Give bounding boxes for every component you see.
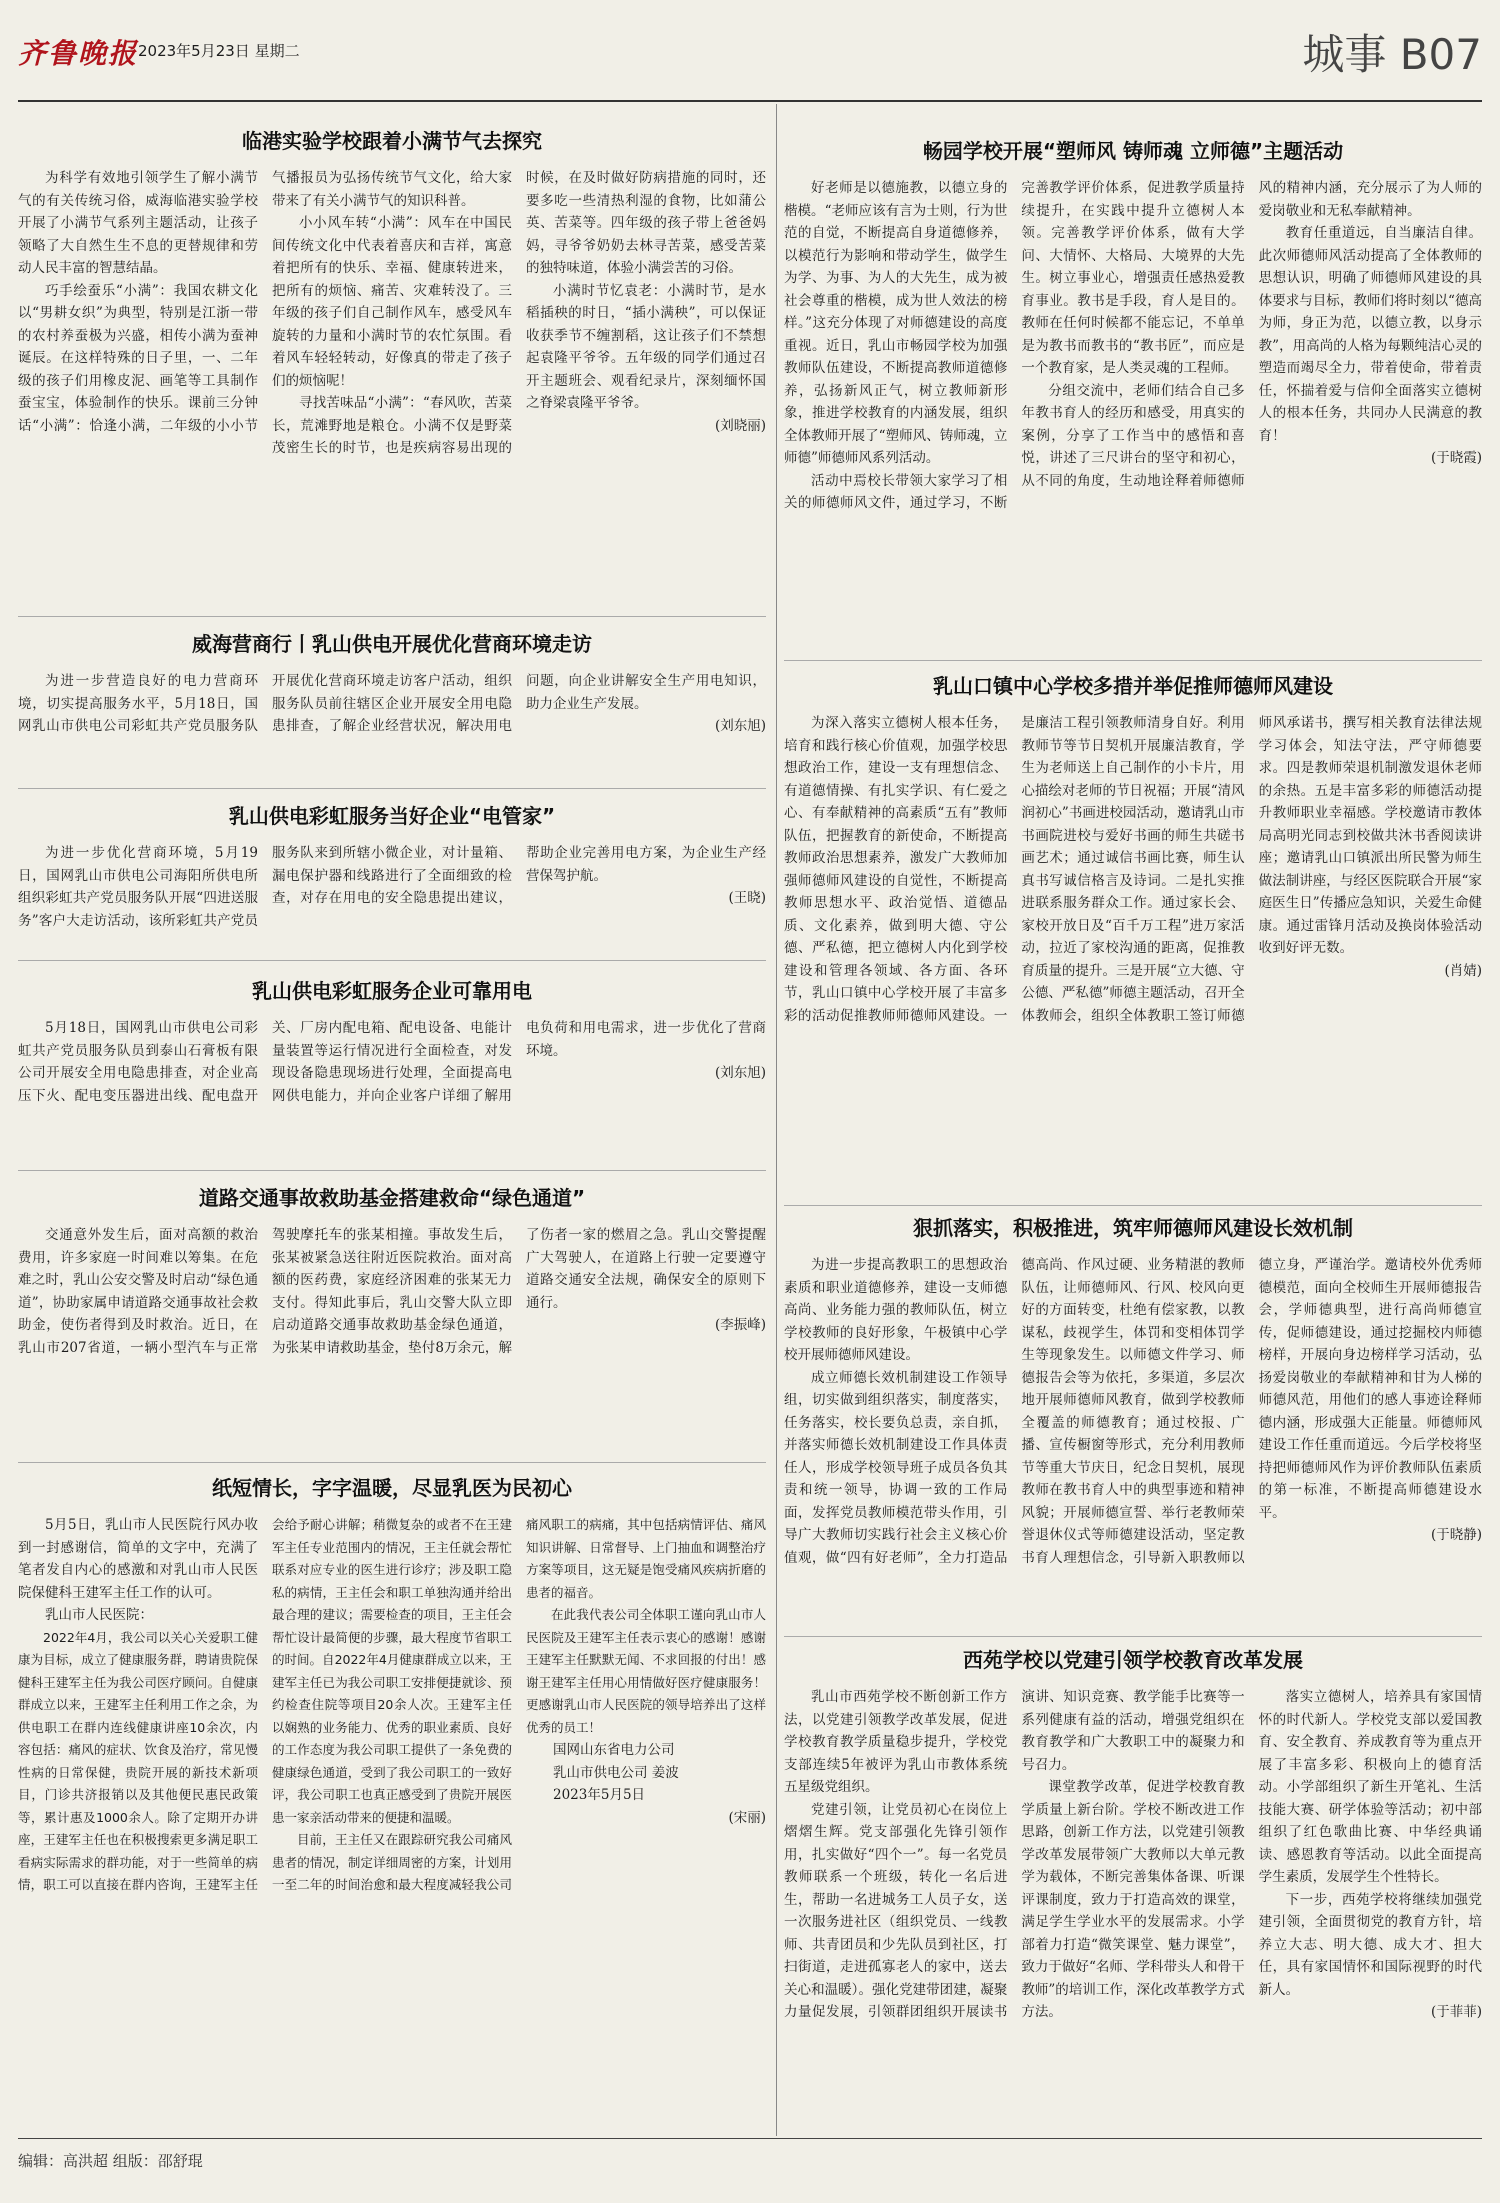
byline: (于晓霞) [1430,450,1482,466]
editor-credits: 编辑：高洪超 组版：邵舒琨 [18,2152,203,2170]
byline: (肖婧) [1444,962,1482,979]
article-title: 威海营商行丨乳山供电开展优化营商环境走访 [192,632,592,656]
article-dianguanjia [18,800,766,950]
byline: (于菲菲) [1430,2004,1482,2020]
paragraph: 巧手绘蚕乐“小满”：我国农耕文化以“男耕女织”为典型，特别是江浙一带的农村养蚕极为兴盛，相传小满为蚕神诞辰。在这样特殊的日子里，一、二年级的孩子们用橡皮泥、画笔等工具制作蚕宝宝，体验制作的快乐。课前三分钟话“小满”：恰逢小满，二年级的小小节气播报员为弘扬传统节气文化，给大家带来了有关小满节气的知识科普。 [18,170,512,434]
letter-sign: 国网山东省电力公司 [553,1742,675,1758]
paragraph: 活动中焉校长带领大家学习了相关的师德师风文件，通过学习，不断完善教学评价体系，促进教学质量持续提升，在实践中提升立德树人本领。完善教学评价体系，做有大学问、大情怀、大格局、大境界的大先生。树立事业心，增强责任感热爱教育事业。教书是手段，育人是目的。教师在任何时候都不能忘记，不单单是为教书而教书的“教书匠”，而应是一个教育家，是人类灵魂的工程师。 [784,180,1245,511]
paragraph: 成立师德长效机制建设工作领导组，切实做到组织落实，制度落实，任务落实，校长要负总责，亲自抓，并落实师德长效机制建设工作具体责任人，形成学校领导班子成员各负其责和统一领导，协调一致的工作局面，发挥党员教师模范带头作用，引导广大教师切实践行社会主义核心价值观，做“四有好老师”，全力打造品德高尚、作风过硬、业务精湛的教师队伍，让师德师风、行风、校风向更好的方面转变，杜绝有偿家教，以教谋私，歧视学生，体罚和变相体罚学生等现象发生。以师德文件学习、师德报告会等为依托，多渠道，多层次地开展师德师风教育，做到学校教师全覆盖的师德教育；通过校报、广播、宣传橱窗等形式，充分利用教师节等重大节庆日，纪念日契机，展现教师在教书育人中的典型事迹和精神风貌；开展师德宣誓、举行老教师荣誉退休仪式等师德建设活动，坚定教书育人理想信念，引导新入职教师以德立身，严谨治学。邀请校外优秀师德模范，面向全校师生开展师德报告会，学师德典型，进行高尚师德宣传，促师德建设，通过挖掘校内师德榜样，开展向身边榜样学习活动，弘扬爱岗敬业的奉献精神和甘为人梯的师德风范，用他们的感人事迹诠释师德内涵，形成强大正能量。师德师风建设工作任重而道远。今后学校将坚持把师德师风作为评价教师队伍素质的第一标准，不断提高师德建设水平。 [784,1257,1482,1566]
bottom-rule [18,2138,1482,2139]
paragraph: 好老师是以德施教，以德立身的楷模。“老师应该有言为士则，行为世范的自觉，不断提高自身道德修养，以模范行为影响和带动学生，做学生为学、为事、为人的大先生，成为被社会尊重的楷模，成为世人效法的榜样。”这充分体现了对师德建设的高度重视。近日，乳山市畅园学校为加强教师队伍建设，不断提高教师道德修养，弘扬新风正气，树立教师新形象，推进学校教育的内涵发展，组织全体教师开展了“塑师风、铸师魂，立师德”师德师风系列活动。 [784,180,1008,466]
article-xiyuan [784,1644,1482,2132]
paragraph: 为进一步优化营商环境，5月19日，国网乳山市供电公司海阳所供电所组织彩虹共产党员服务队开展“四进送服务”客户大走访活动，该所彩虹共产党员服务队来到所辖小微企业，对计量箱、漏电保护器和线路进行了全面细致的检查，对存在用电的安全隐患提出建议，帮助企业完善用电方案，为企业生产经营保驾护航。 [18,845,766,929]
letter-sign: 2023年5月5日 [553,1787,646,1803]
paragraph: 教育任重道远，自当廉洁自律。此次师德师风活动提高了全体教师的思想认识，明确了师德师风建设的具体要求与目标，教师们将时刻以“德高为师，身正为范，以德立教，以身示教”，用高尚的人格为每颗纯洁心灵的塑造而竭尽全力，带着使命，带着责任，怀揣着爱与信仰全面落实立德树人的根本任务，共同办人民满意的教育！ [1258,225,1482,444]
issue-date: 2023年5月23日 星期二 [138,42,300,60]
paragraph: 为深入落实立德树人根本任务，培育和践行核心价值观，加强学校思想政治工作，建设一支有理想信念、有道德情操、有扎实学识、有仁爱之心、有奉献精神的高素质“五有”教师队伍，把握教育的新使命，不断提高教师政治思想素养，激发广大教师加强师德师风建设的自觉性，不断提高教师思想水平、政治觉悟、道德品质、文化素养，做到明大德、守公德、严私德，把立德树人内化到学校建设和管理各领域、各方面、各环节，乳山口镇中心学校开展了丰富多彩的活动促推教师师德师风建设。一是廉洁工程引领教师清身自好。利用教师节等节日契机开展廉洁教育，学生为老师送上自己制作的小卡片，用心描绘对老师的节日祝福；开展“清风润初心”书画进校园活动，邀请乳山市书画院进校与爱好书画的师生共磋书画艺术；通过诚信书画比赛，师生认真书写诚信格言及诗词。二是扎实推进联系服务群众工作。通过家长会、家校开放日及“百千万工程”进万家活动，拉近了家校沟通的距离，促推教育质量的提升。三是开展“立大德、守公德、严私德”师德主题活动，召开全体教师会，组织全体教职工签订师德师风承诺书，撰写相关教育法律法规学习体会，知法守法，严守师德要求。四是教师荣退机制激发退休老师的余热。五是丰富多彩的师德活动提升教师职业幸福感。学校邀请市教体局高明光同志到校做共沐书香阅读讲座；邀请乳山口镇派出所民警为师生做法制讲座，与经区医院联合开展“家庭医生日”传播应急知识，关爱生命健康。通过雷锋月活动及换岗体验活动收到好评无数。 [784,715,1482,1024]
paragraph: 下一步，西苑学校将继续加强党建引领，全面贯彻党的教育方针，培养立大志、明大德、成大才、担大任，具有家国情怀和国际视野的时代新人。 [1258,1891,1482,1998]
paragraph: 小满时节忆袁老：小满时节，是水稻插秧的时日，“插小满秧”，可以保证收获季节不缠割稻，这让孩子们不禁想起袁隆平爷爷。五年级的同学们通过召开主题班会、观看纪录片，深刻缅怀国之脊梁袁隆平爷爷。 [526,282,766,411]
separator [18,1170,766,1171]
article-lvse [18,1182,766,1452]
paragraph: 为进一步营造良好的电力营商环境，切实提高服务水平，5月18日，国网乳山市供电公司彩虹共产党员服务队开展优化营商环境走访客户活动，组织服务队员前往辖区企业开展安全用电隐患排查，了解企业经营状况，解决用电问题，向企业讲解安全生产用电知识，助力企业生产发展。 [18,673,766,734]
top-rule [18,100,1482,102]
article-title: 畅园学校开展“塑师风 铸师魂 立师德”主题活动 [922,139,1344,163]
article-changyuan [784,135,1482,655]
article-title: 乳山供电彩虹服务当好企业“电管家” [228,804,556,828]
article-title: 临港实验学校跟着小满节气去探究 [242,129,542,153]
article-title: 狠抓落实，积极推进，筑牢师德师风建设长效机制 [913,1216,1353,1240]
byline: (刘晓丽) [714,417,766,434]
article-xiaoman [18,125,766,565]
article-title: 西苑学校以党建引领学校教育改革发展 [963,1648,1303,1672]
article-kekao [18,975,766,1155]
paragraph: 小小风车转“小满”：风车在中国民间传统文化中代表着喜庆和吉祥，寓意着把所有的快乐、幸福、健康转进来，把所有的烦恼、痛苦、灾难转没了。三年级的孩子们自己制作风车，感受风车旋转的力量和小满时节的农忙氛围。看着风车轻轻转动，好像真的带走了孩子们的烦恼呢！ [272,215,512,389]
letter-paragraph: 在此我代表公司全体职工谨向乳山市人民医院及王建军主任表示衷心的感谢！感谢王建军主任默默无闻、不求回报的付出！感谢王建军主任用心用情做好医疗健康服务！更感谢乳山市人民医院的领导培养出了这样优秀的员工！ [526,1607,766,1735]
byline: (宋丽) [728,1809,766,1826]
article-rushankou [784,670,1482,1200]
separator [18,788,766,789]
column-divider [776,104,777,2136]
article-title: 乳山供电彩虹服务企业可靠用电 [252,979,532,1003]
separator [18,960,766,961]
paragraph: 落实立德树人，培养具有家国情怀的时代新人。学校党支部以爱国教育、安全教育、养成教育等为重点开展了丰富多彩、积极向上的德育活动。小学部组织了新生开笔礼、生活技能大赛、研学体验等活动；初中部组织了红色歌曲比赛、中华经典诵读、感恩教育等活动。以此全面提高学生素质，发展学生个性特长。 [1258,1689,1482,1885]
separator [18,616,766,617]
paragraph: 课堂教学改革，促进学校教育教学质量上新台阶。学校不断改进工作思路，创新工作方法，以党建引领教学改革发展带领广大教师以大单元教学为载体，不断完善集体备课、听课评课制度，致力于打造高效的课堂，满足学生学业水平的发展需求。小学部着力打造“微笑课堂、魅力课堂”，致力于做好“名师、学科带头人和骨干教师”的培训工作，深化改革教学方式方法。 [1021,1779,1245,2020]
masthead [18,18,1482,98]
letter-paragraph: 2022年4月，我公司以关心关爱职工健康为目标，成立了健康服务群，聘请贵院保健科王建军主任为我公司医疗顾问。自健康群成立以来，王建军主任利用工作之余，为供电职工在群内连线健康讲座10余次，内容包括：痛风的症状、饮食及治疗，常见慢性病的日常保健，贵院开展的新技术新项目，门诊共济报销以及其他便民惠民政策等，累计惠及1000余人。除了定期开办讲座，王建军主任也在积极搜索更多满足职工看病实际需求的群功能，对于一些简单的病情，职工可以直接在群内咨询，王建军主任会给予耐心讲解；稍微复杂的或者不在王建军主任专业范围内的情况，王主任就会帮忙联系对应专业的医生进行诊疗；涉及职工隐私的病情，王主任会和职工单独沟通并给出最合理的建议；需要检查的项目，王主任会帮忙设计最简便的步骤，最大程度节省职工的时间。自2022年4月健康群成立以来，王建军主任已为我公司职工安排便捷就诊、预约检查住院等项目20余人次。王建军主任以娴熟的业务能力、优秀的职业素质、良好的工作态度为我公司职工提供了一条免费的健康绿色通道，受到了我公司职工的一致好评，我公司职工也真正感受到了贵院开展医患一家亲活动带来的便捷和温暖。 [18,1517,512,1892]
article-title: 道路交通事故救助基金搭建救命“绿色通道” [198,1186,586,1210]
letter-salutation: 乳山市人民医院： [45,1607,153,1623]
paragraph: 分组交流中，老师们结合自己多年教书育人的经历和感受，用真实的案例，分享了工作当中的感悟和喜悦，讲述了三尺讲台的坚守和初心，从不同的角度，生动地诠释着师德师风的精神内涵，充分展示了为人师的爱岗敬业和无私奉献精神。 [1021,180,1482,489]
paragraph: 党建引领，让党员初心在岗位上熠熠生辉。党支部强化先锋引领作用，扎实做好“四个一”。每一名党员教师联系一个班级，转化一名后进生，帮助一名进城务工人员子女，送一次服务进社区（组织党员、一线教师、共青团员和少先队员到社区，打扫街道，走进孤寡老人的家中，送去关心和温暖）。强化党建带团建，凝聚力量促发展，引领群团组织开展读书演讲、知识竞赛、教学能手比赛等一系列健康有益的活动，增强党组织在教育教学和广大教职工中的凝聚力和号召力。 [784,1689,1245,2020]
paragraph: 为进一步提高教职工的思想政治素质和职业道德修养，建设一支师德高尚、业务能力强的教师队伍，树立学校教师的良好形象，午极镇中心学校开展师德师风建设。 [784,1257,1008,1363]
section-label: 城事 B07 [1302,30,1482,79]
paragraph: 交通意外发生后，面对高额的救治费用，许多家庭一时间难以筹集。在危难之时，乳山公安交警及时启动“绿色通道”，协助家属申请道路交通事故社会救助金，使伤者得到及时救治。近日，在乳山市207省道，一辆小型汽车与正常驾驶摩托车的张某相撞。事故发生后，张某被紧急送往附近医院救治。面对高额的医药费，家庭经济困难的张某无力支付。得知此事后，乳山交警大队立即启动道路交通事故救助基金绿色通道，为张某申请救助基金，垫付8万余元，解了伤者一家的燃眉之急。乳山交警提醒广大驾驶人，在道路上行驶一定要遵守道路交通安全法规，确保安全的原则下通行。 [18,1227,766,1356]
byline: (李振峰) [714,1317,766,1333]
byline: (于晓静) [1430,1527,1482,1543]
article-title: 纸短情长，字字温暖，尽显乳医为民初心 [212,1476,572,1500]
article-changxiao [784,1212,1482,1632]
separator [784,660,1482,661]
paragraph: 寻找苦味品“小满”：“春风吹，苦菜长，荒滩野地是粮仓。小满不仅是野菜茂密生长的时节，也是疾病容易出现的时候，在及时做好防病措施的同时，还要多吃一些清热利湿的食物，比如蒲公英、苦菜等。四年级的孩子带上爸爸妈妈，寻爷爷奶奶去林寻苦菜，感受苦菜的独特味道，体验小满尝苦的习俗。 [272,170,766,456]
paragraph: 为科学有效地引领学生了解小满节气的有关传统习俗，威海临港实验学校开展了小满节气系列主题活动，让孩子领略了大自然生生不息的更替规律和劳动人民丰富的智慧结晶。 [18,170,258,276]
separator [784,1636,1482,1637]
byline: (刘东旭) [714,718,766,734]
article-yingshang [18,628,766,768]
paragraph: 5月18日，国网乳山市供电公司彩虹共产党员服务队员到泰山石膏板有限公司开展安全用电隐患排查，对企业高压下火、配电变压器进出线、配电盘开关、厂房内配电箱、配电设备、电能计量装置等运行情况进行全面检查，对发现设备隐患现场进行处理，全面提高电网供电能力，并向企业客户详细了解用电负荷和用电需求，进一步优化了营商环境。 [18,1020,766,1104]
byline: (王晓) [728,890,766,906]
newspaper-logo: 齐鲁晚报 [18,37,139,70]
letter-paragraph: 目前，王主任又在跟踪研究我公司痛风患者的情况，制定详细周密的方案，计划用一至二年的时间治愈和最大程度减轻我公司痛风职工的病痛，其中包括病情评估、痛风知识讲解、日常督导、上门抽血和调整治疗方案等项目，这无疑是饱受痛风疾病折磨的患者的福音。 [272,1517,766,1892]
letter-sign: 乳山市供电公司 姜波 [553,1764,679,1781]
paragraph: 乳山市西苑学校不断创新工作方法，以党建引领教学改革发展，促进学校教育教学质量稳步提升，学校党支部连续5年被评为乳山市教体系统五星级党组织。 [784,1689,1008,1795]
byline: (刘东旭) [714,1065,766,1081]
separator [18,1462,766,1463]
paragraph: 5月5日，乳山市人民医院行风办收到一封感谢信，简单的文字中，充满了笔者发自内心的感激和对乳山市人民医院保健科王建军主任工作的认可。 [18,1517,258,1601]
article-title: 乳山口镇中心学校多措并举促推师德师风建设 [933,674,1333,698]
article-letter [18,1472,766,2132]
separator [784,1205,1482,1206]
